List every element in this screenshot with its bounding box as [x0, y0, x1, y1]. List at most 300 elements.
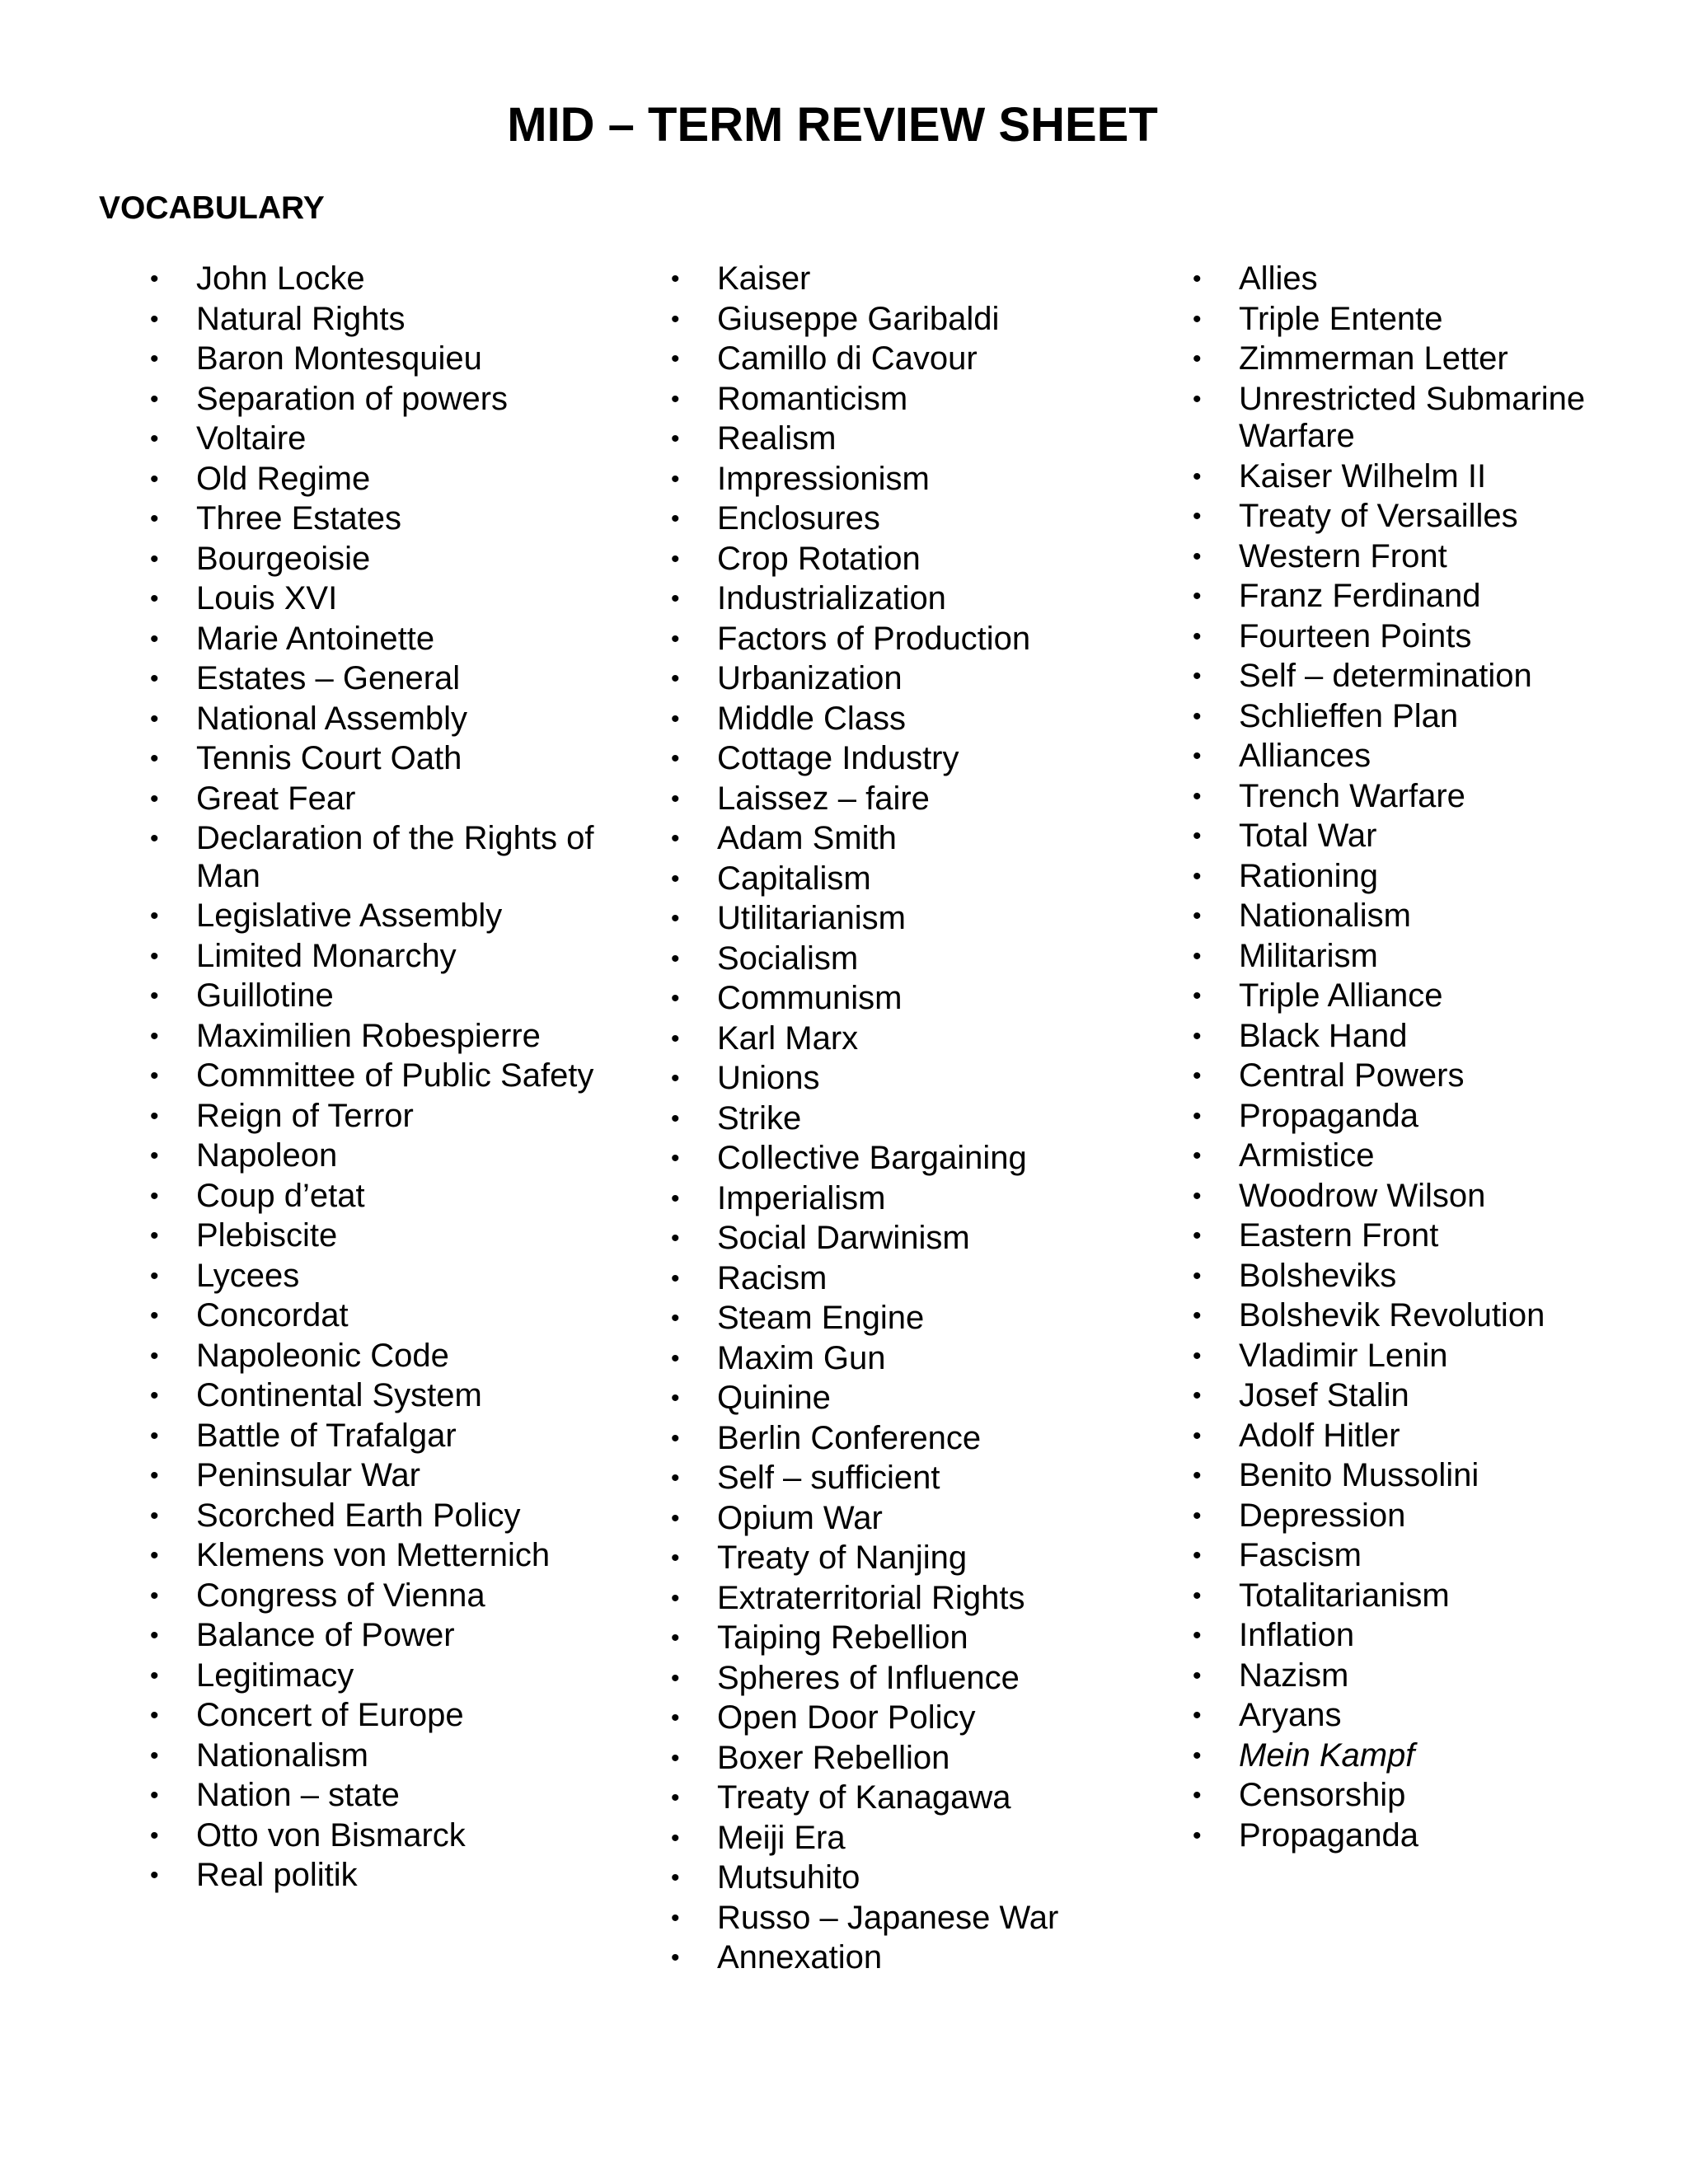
vocabulary-term: Treaty of Kanagawa — [717, 1779, 1011, 1816]
vocabulary-term: Old Regime — [196, 460, 371, 497]
vocabulary-item — [1191, 898, 1686, 935]
bullet-icon: • — [150, 1422, 159, 1450]
vocabulary-item — [148, 780, 643, 818]
bullet-icon: • — [1193, 1142, 1202, 1169]
vocabulary-term: Voltaire — [196, 420, 307, 457]
vocabulary-item — [1191, 301, 1686, 339]
vocabulary-term: Congress of Vienna — [196, 1577, 485, 1614]
bullet-icon: • — [150, 745, 159, 772]
bullet-icon: • — [150, 785, 159, 813]
bullet-icon: • — [150, 465, 159, 493]
vocabulary-term: Scorched Earth Policy — [196, 1497, 521, 1534]
vocabulary-term: Bolshevik Revolution — [1239, 1297, 1545, 1333]
vocabulary-item — [1191, 578, 1686, 616]
vocabulary-item — [1191, 1178, 1686, 1216]
bullet-icon: • — [1193, 622, 1202, 650]
vocabulary-term: Franz Ferdinand — [1239, 578, 1481, 614]
vocabulary-item — [148, 1697, 643, 1735]
vocabulary-item — [148, 541, 643, 579]
vocabulary-item — [669, 621, 1180, 658]
vocabulary-item — [1191, 818, 1686, 855]
section-heading-vocabulary: VOCABULARY — [99, 190, 325, 226]
vocabulary-item — [1191, 1338, 1686, 1376]
vocabulary-term: Estates – General — [196, 660, 461, 696]
bullet-icon: • — [150, 1102, 159, 1130]
vocabulary-term: Schlieffen Plan — [1239, 697, 1459, 734]
bullet-icon: • — [671, 1744, 680, 1772]
vocabulary-item — [148, 1537, 643, 1575]
vocabulary-term: Taiping Rebellion — [717, 1619, 968, 1656]
vocabulary-item — [1191, 1297, 1686, 1335]
vocabulary-item — [148, 340, 643, 378]
vocabulary-term: Armistice — [1239, 1137, 1375, 1174]
bullet-icon: • — [1193, 1622, 1202, 1649]
vocabulary-item — [1191, 1697, 1686, 1735]
vocabulary-term: Triple Entente — [1239, 300, 1443, 337]
vocabulary-item — [148, 1617, 643, 1655]
vocabulary-term: Continental System — [196, 1377, 482, 1413]
vocabulary-item — [148, 461, 643, 499]
vocabulary-term: Militarism — [1239, 937, 1378, 974]
vocabulary-term: Depression — [1239, 1497, 1406, 1534]
vocabulary-term: Western Front — [1239, 537, 1447, 574]
bullet-icon: • — [671, 1145, 680, 1172]
vocabulary-term: Propaganda — [1239, 1097, 1418, 1134]
vocabulary-term: Open Door Policy — [717, 1699, 976, 1736]
vocabulary-term: Total War — [1239, 818, 1377, 854]
vocabulary-term: Great Fear — [196, 780, 356, 817]
bullet-icon: • — [1193, 345, 1202, 373]
bullet-icon: • — [150, 902, 159, 930]
vocabulary-item — [148, 1497, 643, 1535]
bullet-icon: • — [1193, 1342, 1202, 1370]
vocabulary-term: Benito Mussolini — [1239, 1457, 1479, 1493]
bullet-icon: • — [1193, 1062, 1202, 1090]
vocabulary-item — [1191, 698, 1686, 736]
vocabulary-term: Utilitarianism — [717, 900, 906, 936]
vocabulary-item — [148, 301, 643, 339]
vocabulary-item — [669, 820, 1180, 858]
bullet-icon: • — [671, 1904, 680, 1932]
vocabulary-term: Real politik — [196, 1857, 358, 1893]
vocabulary-term: Central Powers — [1239, 1057, 1465, 1094]
vocabulary-item — [148, 1457, 643, 1495]
vocabulary-item — [669, 420, 1180, 458]
bullet-icon: • — [671, 1065, 680, 1092]
vocabulary-term: Unrestricted Submarine Warfare — [1239, 380, 1586, 454]
vocabulary-term: Romanticism — [717, 380, 908, 417]
bullet-icon: • — [671, 905, 680, 932]
bullet-icon: • — [671, 625, 680, 653]
vocabulary-term: Napoleon — [196, 1137, 338, 1174]
bullet-icon: • — [1193, 503, 1202, 530]
bullet-icon: • — [1193, 1821, 1202, 1849]
vocabulary-item — [1191, 778, 1686, 816]
bullet-icon: • — [1193, 305, 1202, 333]
bullet-icon: • — [671, 665, 680, 692]
bullet-icon: • — [150, 1142, 159, 1169]
vocabulary-term: Communism — [717, 980, 903, 1016]
bullet-icon: • — [150, 545, 159, 573]
bullet-icon: • — [1193, 982, 1202, 1010]
vocabulary-item — [148, 1338, 643, 1376]
vocabulary-item — [669, 1859, 1180, 1897]
bullet-icon: • — [150, 1222, 159, 1249]
vocabulary-column-1 — [148, 260, 643, 1897]
vocabulary-item — [148, 938, 643, 976]
vocabulary-column-3 — [1191, 260, 1686, 1857]
vocabulary-item — [148, 1817, 643, 1855]
vocabulary-item — [669, 1699, 1180, 1737]
bullet-icon: • — [150, 1382, 159, 1409]
vocabulary-item — [669, 381, 1180, 419]
bullet-icon: • — [671, 944, 680, 972]
vocabulary-term: Battle of Trafalgar — [196, 1417, 457, 1454]
bullet-icon: • — [671, 1944, 680, 1971]
vocabulary-item — [1191, 1057, 1686, 1095]
bullet-icon: • — [671, 1544, 680, 1572]
bullet-icon: • — [671, 1664, 680, 1692]
page-title: MID – TERM REVIEW SHEET — [507, 98, 1158, 152]
vocabulary-term: John Locke — [196, 260, 365, 297]
bullet-icon: • — [1193, 1582, 1202, 1610]
vocabulary-item — [669, 580, 1180, 618]
bullet-icon: • — [1193, 1542, 1202, 1569]
bullet-icon: • — [671, 1024, 680, 1052]
bullet-icon: • — [671, 1584, 680, 1612]
bullet-icon: • — [671, 345, 680, 373]
bullet-icon: • — [671, 1504, 680, 1532]
vocabulary-item — [1191, 340, 1686, 378]
bullet-icon: • — [671, 1824, 680, 1852]
vocabulary-term: Factors of Production — [717, 620, 1031, 657]
bullet-icon: • — [671, 1465, 680, 1492]
vocabulary-term: Enclosures — [717, 500, 880, 537]
vocabulary-term: Self – sufficient — [717, 1460, 940, 1496]
vocabulary-term: Bourgeoisie — [196, 540, 371, 577]
vocabulary-item — [669, 1380, 1180, 1418]
bullet-icon: • — [1193, 1182, 1202, 1210]
bullet-icon: • — [150, 942, 159, 970]
vocabulary-term: Triple Alliance — [1239, 977, 1443, 1014]
bullet-icon: • — [1193, 265, 1202, 293]
vocabulary-item — [669, 260, 1180, 298]
vocabulary-term: Annexation — [717, 1939, 883, 1975]
vocabulary-term: Nationalism — [1239, 898, 1411, 934]
bullet-icon: • — [1193, 1422, 1202, 1450]
vocabulary-item — [1191, 1258, 1686, 1296]
vocabulary-term: Opium War — [717, 1499, 883, 1536]
vocabulary-item — [1191, 1457, 1686, 1495]
vocabulary-item — [1191, 260, 1686, 298]
bullet-icon: • — [150, 1542, 159, 1569]
bullet-icon: • — [671, 1184, 680, 1212]
vocabulary-term: Middle Class — [717, 700, 906, 737]
bullet-icon: • — [150, 1262, 159, 1290]
vocabulary-item — [148, 1018, 643, 1056]
vocabulary-term: Social Darwinism — [717, 1220, 970, 1256]
vocabulary-term: Urbanization — [717, 660, 903, 696]
vocabulary-item — [148, 1657, 643, 1695]
bullet-icon: • — [150, 345, 159, 373]
vocabulary-term: Spheres of Influence — [717, 1659, 1020, 1696]
vocabulary-term: Lycees — [196, 1257, 300, 1294]
vocabulary-term: Cottage Industry — [717, 740, 959, 776]
bullet-icon: • — [150, 1702, 159, 1729]
bullet-icon: • — [671, 305, 680, 333]
vocabulary-term: Boxer Rebellion — [717, 1739, 950, 1776]
vocabulary-item — [1191, 498, 1686, 536]
bullet-icon: • — [1193, 1302, 1202, 1329]
vocabulary-item — [669, 541, 1180, 579]
vocabulary-term: Steam Engine — [717, 1300, 925, 1336]
bullet-icon: • — [1193, 1382, 1202, 1409]
bullet-icon: • — [671, 865, 680, 893]
bullet-icon: • — [671, 1624, 680, 1652]
vocabulary-item — [148, 1297, 643, 1335]
vocabulary-item — [669, 1220, 1180, 1258]
bullet-icon: • — [150, 982, 159, 1010]
vocabulary-term: Zimmerman Letter — [1239, 340, 1508, 377]
vocabulary-term: Aryans — [1239, 1697, 1342, 1733]
vocabulary-item — [1191, 381, 1686, 456]
vocabulary-item — [148, 740, 643, 778]
vocabulary-item — [1191, 1377, 1686, 1415]
vocabulary-term: Quinine — [717, 1380, 831, 1416]
vocabulary-item — [669, 1260, 1180, 1298]
bullet-icon: • — [671, 1704, 680, 1732]
vocabulary-term: Russo – Japanese War — [717, 1899, 1059, 1936]
vocabulary-term: Industrialization — [717, 580, 946, 616]
bullet-icon: • — [1193, 1462, 1202, 1489]
bullet-icon: • — [150, 1022, 159, 1050]
vocabulary-term: Berlin Conference — [717, 1419, 982, 1456]
bullet-icon: • — [1193, 1782, 1202, 1809]
vocabulary-item — [1191, 1617, 1686, 1655]
vocabulary-term: Peninsular War — [196, 1457, 420, 1493]
vocabulary-item — [669, 900, 1180, 938]
vocabulary-term: Nation – state — [196, 1777, 400, 1813]
vocabulary-term: Self – determination — [1239, 658, 1532, 694]
bullet-icon: • — [1193, 702, 1202, 730]
bullet-icon: • — [150, 505, 159, 532]
vocabulary-term: Capitalism — [717, 860, 871, 897]
vocabulary-item — [148, 260, 643, 298]
vocabulary-term: Racism — [717, 1259, 828, 1296]
bullet-icon: • — [1193, 743, 1202, 770]
vocabulary-item — [148, 1258, 643, 1296]
vocabulary-item — [1191, 458, 1686, 496]
vocabulary-item — [669, 1060, 1180, 1098]
vocabulary-term: Mutsuhito — [717, 1859, 860, 1896]
vocabulary-term: Collective Bargaining — [717, 1140, 1027, 1176]
bullet-icon: • — [671, 1385, 680, 1412]
vocabulary-term: Legislative Assembly — [196, 898, 503, 934]
vocabulary-term: Extraterritorial Rights — [717, 1579, 1025, 1616]
vocabulary-item — [1191, 1217, 1686, 1255]
vocabulary-column-2 — [669, 260, 1180, 1980]
vocabulary-item — [1191, 738, 1686, 776]
bullet-icon: • — [1193, 862, 1202, 890]
vocabulary-item — [669, 1180, 1180, 1218]
vocabulary-term: Plebiscite — [196, 1217, 338, 1254]
vocabulary-item — [669, 1939, 1180, 1977]
vocabulary-term: Baron Montesquieu — [196, 340, 482, 377]
vocabulary-term: Allies — [1239, 260, 1318, 297]
vocabulary-term: Guillotine — [196, 977, 334, 1014]
vocabulary-term: Marie Antoinette — [196, 620, 435, 657]
vocabulary-term: Concordat — [196, 1297, 349, 1333]
bullet-icon: • — [671, 1784, 680, 1811]
vocabulary-term: Strike — [717, 1099, 802, 1137]
bullet-icon: • — [671, 1225, 680, 1252]
bullet-icon: • — [671, 385, 680, 413]
vocabulary-item — [669, 1300, 1180, 1338]
vocabulary-term: Balance of Power — [196, 1617, 455, 1653]
vocabulary-item — [669, 500, 1180, 538]
bullet-icon: • — [671, 585, 680, 612]
vocabulary-term: Vladimir Lenin — [1239, 1337, 1448, 1374]
vocabulary-item — [148, 1098, 643, 1136]
vocabulary-term: Klemens von Metternich — [196, 1537, 551, 1573]
vocabulary-term: Camillo di Cavour — [717, 340, 978, 377]
vocabulary-item — [669, 1420, 1180, 1458]
bullet-icon: • — [671, 825, 680, 852]
vocabulary-term: Separation of powers — [196, 380, 509, 417]
bullet-icon: • — [671, 425, 680, 452]
vocabulary-item — [148, 1737, 643, 1775]
bullet-icon: • — [150, 1502, 159, 1530]
vocabulary-item — [148, 898, 643, 935]
vocabulary-term: Committee of Public Safety — [196, 1057, 594, 1094]
vocabulary-term: Mein Kampf — [1239, 1736, 1415, 1774]
bullet-icon: • — [150, 1182, 159, 1210]
vocabulary-term: Three Estates — [196, 500, 402, 537]
bullet-icon: • — [671, 985, 680, 1012]
vocabulary-term: Impressionism — [717, 460, 930, 497]
vocabulary-item — [148, 420, 643, 458]
vocabulary-item — [148, 1217, 643, 1255]
vocabulary-term: Tennis Court Oath — [196, 740, 462, 776]
bullet-icon: • — [1193, 942, 1202, 970]
vocabulary-item — [669, 1340, 1180, 1378]
vocabulary-term: Unions — [717, 1060, 820, 1096]
vocabulary-item — [669, 340, 1180, 378]
vocabulary-item — [1191, 1537, 1686, 1575]
vocabulary-item — [1191, 1777, 1686, 1815]
bullet-icon: • — [1193, 1702, 1202, 1729]
bullet-icon: • — [1193, 1102, 1202, 1130]
vocabulary-term: National Assembly — [196, 700, 468, 737]
vocabulary-item — [148, 1377, 643, 1415]
vocabulary-item — [1191, 618, 1686, 656]
bullet-icon: • — [1193, 902, 1202, 930]
vocabulary-term: Eastern Front — [1239, 1217, 1439, 1254]
vocabulary-item — [1191, 858, 1686, 896]
vocabulary-term: Declaration of the Rights of Man — [196, 820, 594, 894]
vocabulary-term: Totalitarianism — [1239, 1577, 1450, 1614]
vocabulary-item — [669, 780, 1180, 818]
bullet-icon: • — [150, 305, 159, 333]
bullet-icon: • — [150, 705, 159, 733]
bullet-icon: • — [671, 1344, 680, 1372]
vocabulary-item — [1191, 1497, 1686, 1535]
vocabulary-item — [669, 1140, 1180, 1178]
vocabulary-item — [1191, 1577, 1686, 1615]
bullet-icon: • — [1193, 385, 1202, 413]
vocabulary-item — [669, 301, 1180, 339]
vocabulary-item — [669, 1580, 1180, 1618]
vocabulary-item — [669, 1779, 1180, 1817]
vocabulary-item — [669, 701, 1180, 738]
vocabulary-item — [148, 1777, 643, 1815]
vocabulary-item — [148, 580, 643, 618]
vocabulary-item — [669, 1100, 1180, 1138]
bullet-icon: • — [671, 265, 680, 293]
vocabulary-term: Reign of Terror — [196, 1097, 414, 1134]
vocabulary-term: Adam Smith — [717, 820, 897, 856]
vocabulary-term: Laissez – faire — [717, 780, 930, 817]
vocabulary-term: Napoleonic Code — [196, 1337, 449, 1374]
vocabulary-item — [669, 980, 1180, 1018]
vocabulary-item — [669, 860, 1180, 898]
vocabulary-item — [148, 1178, 643, 1216]
vocabulary-item — [669, 1740, 1180, 1778]
vocabulary-term: Rationing — [1239, 857, 1379, 894]
vocabulary-item — [669, 1820, 1180, 1858]
bullet-icon: • — [150, 1661, 159, 1690]
vocabulary-term: Realism — [717, 420, 837, 457]
vocabulary-item — [669, 1619, 1180, 1657]
bullet-icon: • — [150, 1302, 159, 1329]
vocabulary-term: Legitimacy — [196, 1657, 354, 1694]
vocabulary-term: Kaiser — [717, 260, 811, 297]
vocabulary-term: Karl Marx — [717, 1019, 859, 1057]
vocabulary-item — [1191, 1098, 1686, 1136]
vocabulary-item — [669, 1020, 1180, 1058]
vocabulary-item — [148, 701, 643, 738]
vocabulary-item — [669, 1900, 1180, 1938]
bullet-icon: • — [150, 1062, 159, 1090]
bullet-icon: • — [150, 665, 159, 692]
vocabulary-term: Socialism — [717, 940, 859, 977]
bullet-icon: • — [1193, 1262, 1202, 1290]
vocabulary-term: Woodrow Wilson — [1239, 1177, 1486, 1214]
bullet-icon: • — [1193, 462, 1202, 490]
vocabulary-term: Maximilien Robespierre — [196, 1017, 541, 1054]
vocabulary-term: Imperialism — [717, 1179, 886, 1216]
vocabulary-term: Fascism — [1239, 1537, 1362, 1573]
vocabulary-item — [669, 1660, 1180, 1698]
vocabulary-item — [148, 1137, 643, 1175]
vocabulary-item — [148, 820, 643, 895]
vocabulary-term: Bolsheviks — [1239, 1257, 1397, 1294]
vocabulary-term: Alliances — [1239, 738, 1372, 774]
bullet-icon: • — [671, 1424, 680, 1452]
bullet-icon: • — [1193, 663, 1202, 690]
vocabulary-item — [148, 1857, 643, 1895]
bullet-icon: • — [671, 745, 680, 772]
bullet-icon: • — [1193, 1022, 1202, 1050]
vocabulary-item — [148, 1577, 643, 1615]
bullet-icon: • — [671, 465, 680, 493]
vocabulary-item — [669, 1540, 1180, 1577]
vocabulary-item — [148, 621, 643, 658]
bullet-icon: • — [150, 1622, 159, 1649]
vocabulary-item — [1191, 1657, 1686, 1695]
vocabulary-item — [669, 1460, 1180, 1497]
vocabulary-term: Propaganda — [1239, 1816, 1418, 1854]
